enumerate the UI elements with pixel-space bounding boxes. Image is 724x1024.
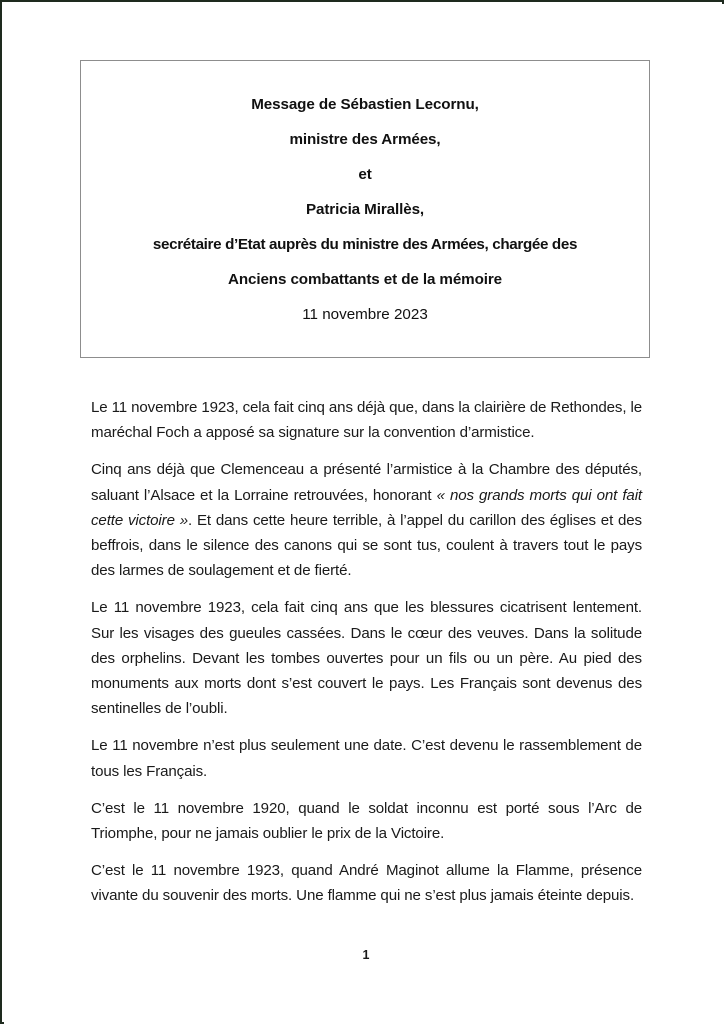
document-body bbox=[91, 395, 642, 909]
paragraph-6: C’est le 11 novembre 1923, quand André Maginot allume la Flamme, présence vivante du souvenir des morts. Une flamme qui ne s’est plus jamais éteinte depuis. bbox=[91, 862, 642, 905]
paragraph-1: Le 11 novembre 1923, cela fait cinq ans déjà que, dans la clairière de Rethondes, le maréchal Foch a apposé sa signature sur la convention d’armistice. bbox=[91, 399, 642, 442]
paragraph-3: Le 11 novembre 1923, cela fait cinq ans que les blessures cicatrisent lentement. Sur les visages des gueules cassées. Dans le cœur des veuves. Dans la solitude des orphelins. Devant les tombes ouvertes pour un fils ou un père. Au pied des monuments aux morts dont s’est couvert le pays. Les Français sont devenus des sentinelles de l’oubli. bbox=[91, 599, 642, 718]
header-title-box bbox=[80, 60, 650, 358]
header-line-5: secrétaire d’Etat auprès du ministre des Armées, chargée des bbox=[152, 236, 578, 253]
header-line-1: Message de Sébastien Lecornu, bbox=[251, 96, 479, 113]
page-number: 1 bbox=[362, 948, 370, 962]
page-sheet bbox=[4, 4, 724, 1024]
header-date: 11 novembre 2023 bbox=[302, 306, 428, 323]
paragraph-2 bbox=[91, 457, 642, 583]
paragraph-4: Le 11 novembre n’est plus seulement une date. C’est devenu le rassemblement de tous les Français. bbox=[91, 737, 642, 780]
paragraph-2-lead: Cinq ans déjà que Clemenceau a présenté l’armistice à la Chambre des députés, saluant l’Alsace et la Lorraine retrouvées, honorant bbox=[91, 461, 642, 504]
paragraph-5: C’est le 11 novembre 1920, quand le soldat inconnu est porté sous l’Arc de Triomphe, pour ne jamais oublier le prix de la Victoire. bbox=[91, 799, 642, 843]
header-line-3: et bbox=[358, 166, 372, 183]
paragraph-2-tail: . Et dans cette heure terrible, à l’appel du carillon des églises et des beffrois, dans le silence des canons qui se sont tus, coulent à travers tout le pays des larmes de soulagement et de fierté. bbox=[91, 511, 642, 580]
paragraph-2-quote: « nos grands morts qui ont fait cette victoire » bbox=[91, 486, 642, 529]
header-line-6: Anciens combattants et de la mémoire bbox=[227, 271, 503, 288]
header-line-2: ministre des Armées, bbox=[289, 131, 441, 148]
header-line-4: Patricia Mirallès, bbox=[305, 201, 425, 218]
